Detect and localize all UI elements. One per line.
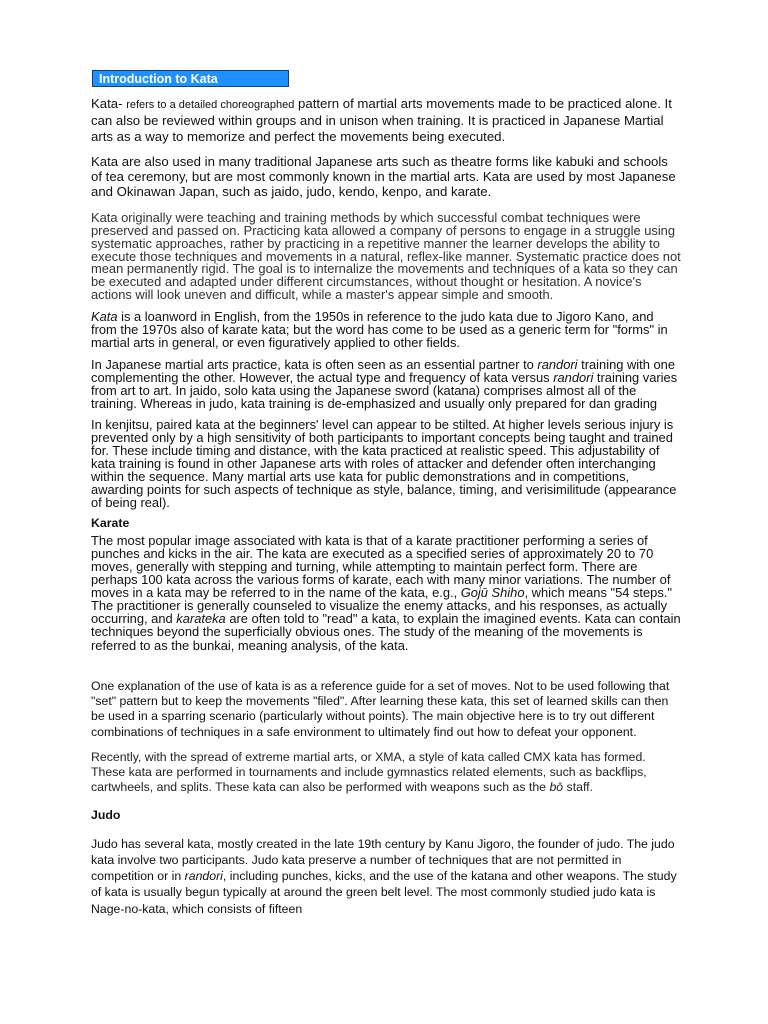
paragraph-karate	[91, 534, 681, 652]
goju-italic: Gojū Shiho	[460, 585, 525, 601]
paragraph-kata-arts: Kata are also used in many traditional Japanese arts such as theatre forms like kabuki and schools of tea ceremony, but are most commonly known in the martial arts. Kata are used by most Japanese and Okinawan Japan, such as jaido, judo, kendo, kenpo, and karate.	[91, 153, 676, 200]
paragraph-randori	[91, 356, 681, 411]
text-run: refers to a detailed	[126, 99, 221, 111]
karate-heading: Karate	[91, 515, 130, 530]
judo-heading: Judo	[91, 807, 121, 822]
bo-italic: bō	[549, 780, 564, 795]
paragraph-kata-definition	[91, 96, 681, 144]
section-heading: Introduction to Kata	[99, 72, 218, 86]
text-run: Recently, with the spread of extreme martial arts, or XMA, a style of kata called CMX kata has formed. These kata are performed in tournaments and include gymnastics related elements, such as backflips, cartwheels, and splits. These kata can also be performed with weapons such as the	[91, 749, 647, 795]
randori-italic: randori	[537, 356, 578, 372]
paragraph-judo	[91, 836, 681, 917]
text-run: is a loanword in English, from the 1950s in reference to the judo kata due to Jigoro Kano, and from the 1970s also of karate kata; but the word has come to be used as a generic term for "forms" in martial arts in general, or even figuratively applied to other fields.	[91, 309, 668, 350]
text-run: Judo has several kata, mostly created in the late 19th century by Kanu Jigoro, the founder of judo. The judo kata involve two participants. Judo kata preserve a number of techniques that are not permitted in competition or in	[91, 836, 675, 884]
randori-italic: randori	[184, 869, 223, 884]
paragraph-reference-guide: One explanation of the use of kata is as a reference guide for a set of moves. Not to be used following that "set" pattern but to keep the movements "filed". After learning these kata, this set of learned skills can then be used in a sparring scenario (particularly without points). The main objective here is to try out different combinations of techniques in a safe environment to ultimately find out how to defeat your opponent.	[91, 678, 670, 739]
text-run: staff.	[563, 780, 593, 795]
randori-italic: randori	[553, 369, 594, 385]
kata-term: Kata-	[91, 96, 127, 111]
text-run: are often told to "read" a kata, to explain the imagined events. Kata can contain techniques beyond the superficially obvious ones. The study of the meaning of the movements is referred to as the bunkai, meaning analysis, of the kata.	[91, 611, 681, 653]
text-run: training with one complementing the other. However, the actual type and frequency of kata versus	[91, 356, 676, 385]
text-run: The most popular image associated with kata is that of a karate practitioner performing a series of punches and kicks in the air. The kata are executed as a specified series of approximately 20 to 70 moves, generally with stepping and turning, while attempting to maintain perfect form. There are perhaps 100 kata across the various forms of karate, each with many minor variations. The number of moves in a kata may be referred to in the name of the kata, e.g.,	[91, 532, 671, 601]
text-run: In Japanese martial arts practice, kata is often seen as an essential partner to	[91, 356, 538, 372]
paragraph-kata-origins: Kata originally were teaching and training methods by which successful combat techniques were preserved and passed on. Practicing kata allowed a company of persons to engage in a struggle using systematic approaches, rather by practicing in a repetitive manner the learner develops the ability to execute those techniques and movements in a natural, reflex-like manner. Systematic practice does not mean permanently rigid. The goal is to internalize the movements and techniques of a kata so they can be executed and adapted under different circumstances, without thought or hesitation. A novice's actions will look uneven and difficult, while a master's appear simple and smooth.	[91, 209, 681, 303]
text-run: choreographed	[220, 99, 295, 111]
text-run: pattern of martial arts movements made to be practiced alone. It can also be reviewed within groups and in unison when training. It is practiced in Japanese Martial arts as a way to memorize and perfect the movements being executed.	[91, 96, 672, 144]
text-run: training varies from art to art. In jaido, solo kata using the Japanese sword (katana) comprises almost all of the training. Whereas in judo, kata training is de-emphasized and usually only prepared for dan grading	[91, 369, 678, 411]
section-heading-box	[92, 70, 289, 87]
paragraph-xma	[91, 750, 681, 796]
paragraph-loanword	[91, 311, 681, 350]
text-run: , including punches, kicks, and the use of the katana and other weapons. The study of kata is usually begun typically at around the green belt level. The most commonly studied judo kata is Nage-no-kata, which consists of fifteen	[91, 869, 677, 916]
karateka-italic: karateka	[176, 611, 226, 627]
document-body	[91, 96, 681, 917]
text-run: , which means "54 steps." The practitioner is generally counseled to visualize the enemy attacks, and his responses, as actually occurring, and	[91, 585, 672, 627]
kata-italic: Kata	[91, 309, 118, 325]
paragraph-kenjitsu: In kenjitsu, paired kata at the beginners' level can appear to be stilted. At higher levels serious injury is prevented only by a high sensitivity of both participants to important concepts being taught and trained for. These include timing and distance, with the kata practiced at realistic speed. This adjustability of kata training is found in other Japanese arts with roles of attacker and defender often interchanging within the sequence. Many martial arts use kata for public demonstrations and in competitions, awarding points for such aspects of technique as style, balance, timing, and verisimilitude (appearance of being real).	[91, 417, 677, 510]
